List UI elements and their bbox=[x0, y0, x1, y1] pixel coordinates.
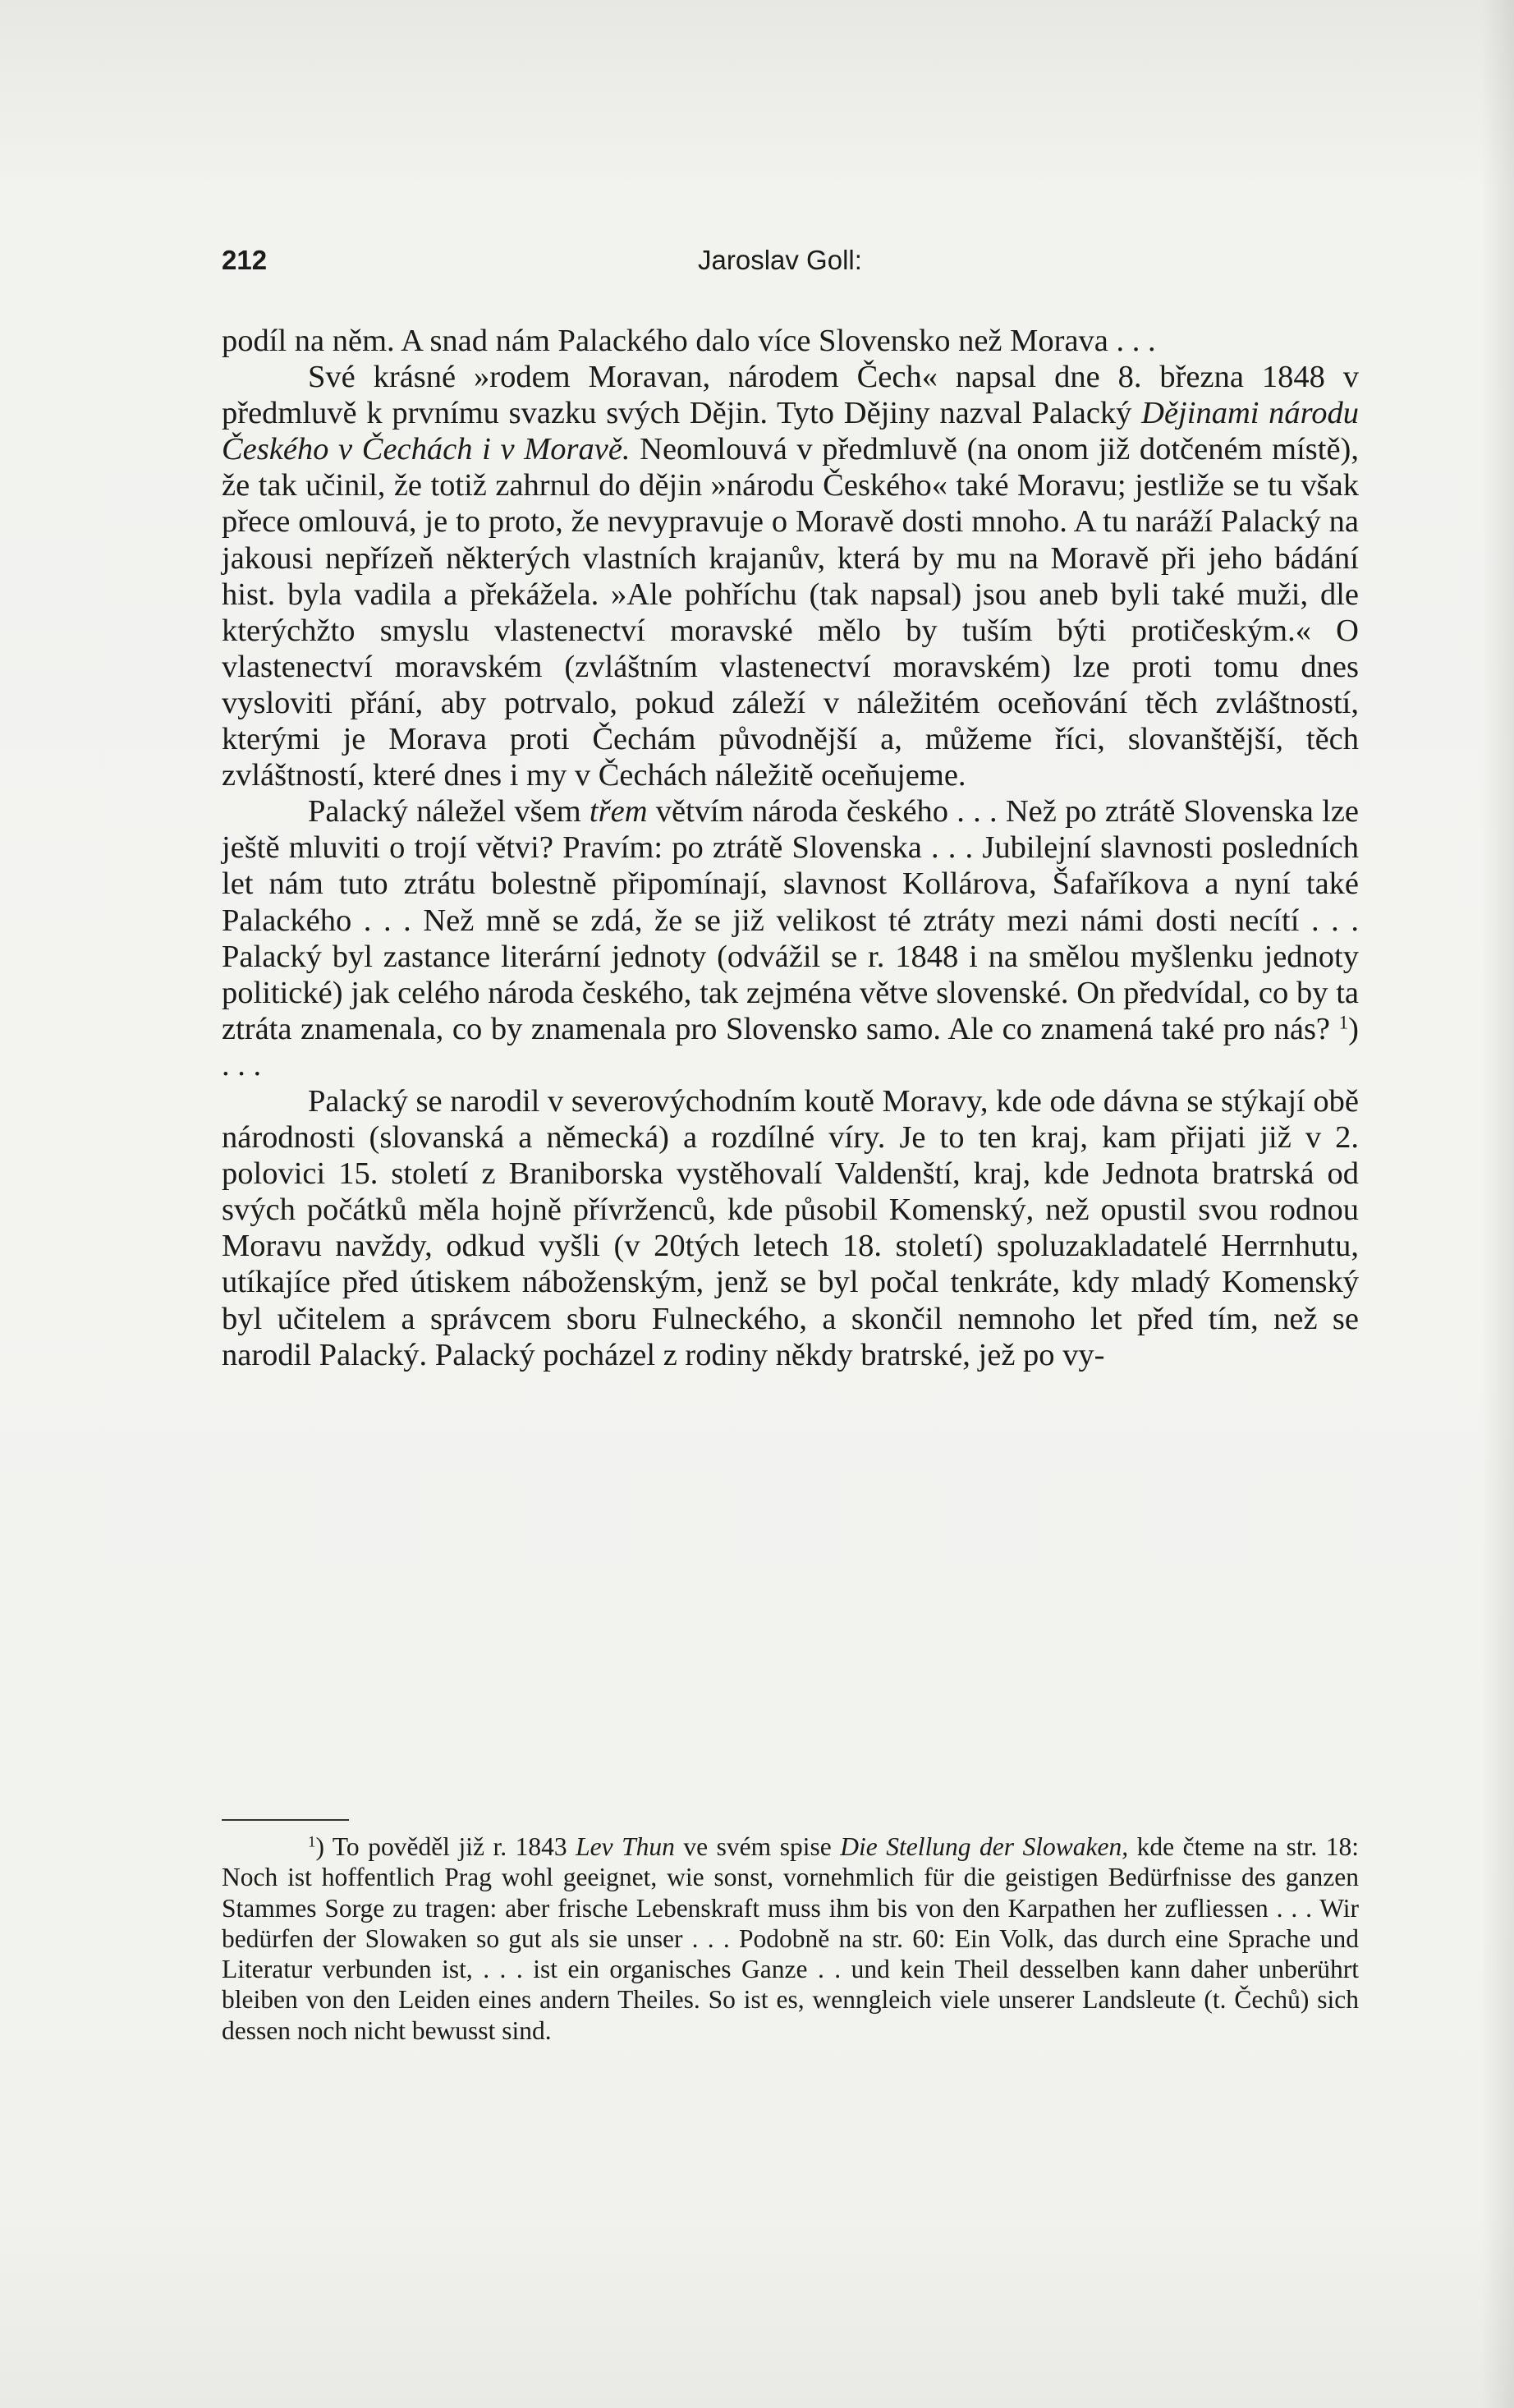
footnote-reference: 1 bbox=[308, 1833, 316, 1851]
text-run: Palacký náležel všem bbox=[308, 794, 590, 829]
page-header bbox=[222, 245, 1359, 286]
footnote-separator bbox=[222, 1819, 349, 1821]
italic-text: třem bbox=[589, 794, 648, 829]
paragraph bbox=[222, 359, 1359, 793]
text-run: větvím národa českého . . . Než po ztrátě Slovenska lze ještě mluviti o trojí větvi? Pravím: po ztrátě Slovenska . . . Jubilejní slavnosti posledních let nám tuto ztrátu bolestně připomínají, slavnost Kollárova, Šafaříkova a nyní také Palackého . . . Než mně se zdá, že se již velikost té ztráty mezi námi dosti necítí . . . Palacký byl zastance literární jednoty (odvážil se r. 1848 i na smělou myšlenku jednoty politické) jak celého národa českého, tak zejména větve slovenské. On předvídal, co by ta ztráta znamenala, co by znamenala pro Slovensko samo. Ale co znamená také pro nás? bbox=[222, 794, 1359, 1046]
text-run: Palacký se narodil v severovýchodním koutě Moravy, kde ode dávna se stýkají obě národnosti (slovanská a německá) a rozdílné víry. Je to ten kraj, kam přijati již v 2. polovici 15. století z Braniborska vystěhovalí Valdenští, kraj, kde Jednota bratrská od svých počátků měla hojně přívrženců, kde působil Komenský, než opustil svou rodnou Moravu navždy, odkud vyšli (v 20tých letech 18. století) spoluzakladatelé Herrnhutu, utíkajíce před útiskem náboženským, jenž se byl počal tenkráte, kdy mladý Komenský byl učitelem a správcem sboru Fulneckého, a skončil nemnoho let před tím, než se narodil Palacký. Palacký pocházel z rodiny někdy bratrské, jež po vy- bbox=[222, 1083, 1359, 1372]
italic-text: Lev Thun bbox=[576, 1832, 675, 1861]
text-run: podíl na něm. A snad nám Palackého dalo více Slovensko než Morava . . . bbox=[222, 324, 1156, 358]
italic-text: Dějinami národu Českého v Čechách i v Moravě. bbox=[222, 396, 1359, 467]
paragraph bbox=[222, 1083, 1359, 1373]
text-run: ) To pověděl již r. 1843 bbox=[315, 1832, 576, 1861]
body-text bbox=[222, 323, 1359, 1373]
text-run: kde čteme na str. 18: Noch ist hoffentlich Prag wohl geeignet, wie sonst, vornehmlich für die geistigen Bedürfnisse des ganzen Stammes Sorge zu tragen: aber frische Lebenskraft muss ihm bis von den Karpathen her zufliessen . . . Wir bedürfen der Slowaken so gut als sie unser . . . Podobně na str. 60: Ein Volk, das durch eine Sprache und Literatur verbunden ist, . . . ist ein organisches Ganze . . und kein Theil desselben kann daher unberührt bleiben von den Leiden eines andern Theiles. So ist es, wenngleich viele unserer Landsleute (t. Čechů) sich dessen noch nicht bewusst sind. bbox=[222, 1832, 1359, 2045]
text-run: ) . . . bbox=[222, 1011, 1359, 1082]
footnote bbox=[222, 1831, 1359, 2046]
running-title: Jaroslav Goll: bbox=[698, 245, 862, 275]
italic-text: Die Stellung der Slowaken, bbox=[840, 1832, 1129, 1861]
text-run: ve svém spise bbox=[674, 1832, 841, 1861]
page-number: 212 bbox=[222, 245, 268, 275]
text-run: Své krásné »rodem Moravan, národem Čech« napsal dne 8. března 1848 v předmluvě k prvnímu svazku svých Dějin. Tyto Dějiny nazval Palacký bbox=[222, 360, 1359, 431]
footnote-reference: 1 bbox=[1338, 1011, 1349, 1033]
paragraph bbox=[222, 323, 1359, 359]
text-run: Neomlouvá v předmluvě (na onom již dotčeném místě), že tak učinil, že totiž zahrnul do dějin »národu Českého« také Moravu; jestliže se tu však přece omlouvá, je to proto, že nevypravuje o Moravě dosti mnoho. A tu naráží Palacký na jakousi nepřízeň některých vlastních krajanův, která by mu na Moravě při jeho bádání hist. byla vadila a překážela. »Ale pohříchu (tak napsal) jsou aneb byli také muži, dle kterýchžto smyslu vlastenectví moravské mělo by tuším býti protičeským.« O vlastenectví moravském (zvláštním vlastenectví moravském) lze proti tomu dnes vysloviti přání, aby potrvalo, pokud záleží v náležitém oceňování těch zvláštností, kterými je Morava proti Čechám původnější a, můžeme říci, slovanštější, těch zvláštností, které dnes i my v Čechách náležitě oceňujeme. bbox=[222, 432, 1359, 793]
page-edge-shadow bbox=[1481, 0, 1514, 2408]
paragraph bbox=[222, 793, 1359, 1083]
